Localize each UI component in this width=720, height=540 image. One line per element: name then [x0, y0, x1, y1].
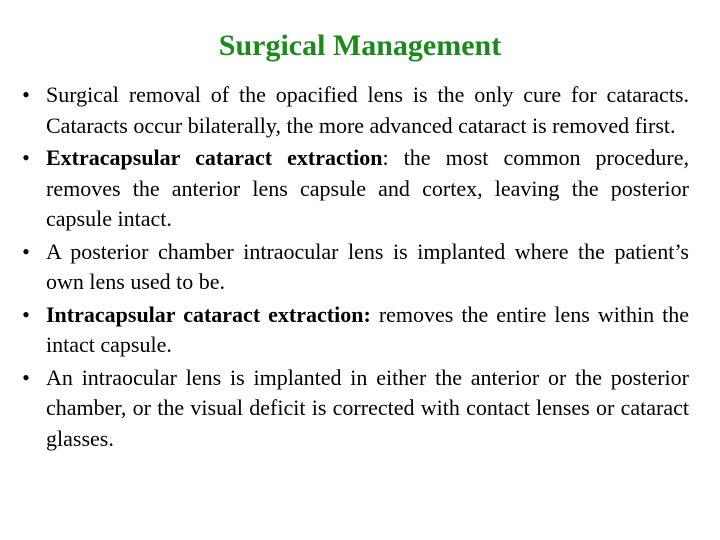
bullet-item-intraocular-lens	[22, 363, 689, 455]
bullet-item-posterior-lens	[22, 237, 689, 298]
bullet-text: A posterior chamber intraocular lens is implanted where the patient’s own lens used to be.	[46, 238, 689, 294]
bullet-marker: •	[22, 145, 30, 170]
slide-title: Surgical Management	[218, 29, 502, 62]
bullet-text: removes the entire lens within the intact capsule.	[46, 301, 689, 357]
bullet-marker: •	[22, 301, 30, 327]
bullet-item-extracapsular	[22, 143, 689, 235]
bullet-lead-term: Extracapsular cataract extraction	[46, 145, 383, 170]
bullet-marker: •	[22, 364, 30, 390]
bullet-item-intracapsular	[22, 300, 689, 361]
bullet-item-surgical-removal	[22, 80, 689, 141]
bullet-marker: •	[22, 82, 30, 107]
bullet-text: Surgical removal of the opacified lens is the only cure for cataracts. Cataracts occur bilaterally, the more advanced cataract is removed first.	[46, 82, 689, 138]
bullet-marker: •	[22, 238, 30, 264]
bullet-text: An intraocular lens is implanted in either the anterior or the posterior chamber, or the visual deficit is corrected with contact lenses or cataract glasses.	[46, 364, 689, 451]
bullet-list	[22, 80, 689, 456]
bullet-text: : the most common procedure, removes the anterior lens capsule and cortex, leaving the posterior capsule intact.	[46, 145, 689, 231]
bullet-lead-term: Intracapsular cataract extraction:	[46, 301, 371, 327]
